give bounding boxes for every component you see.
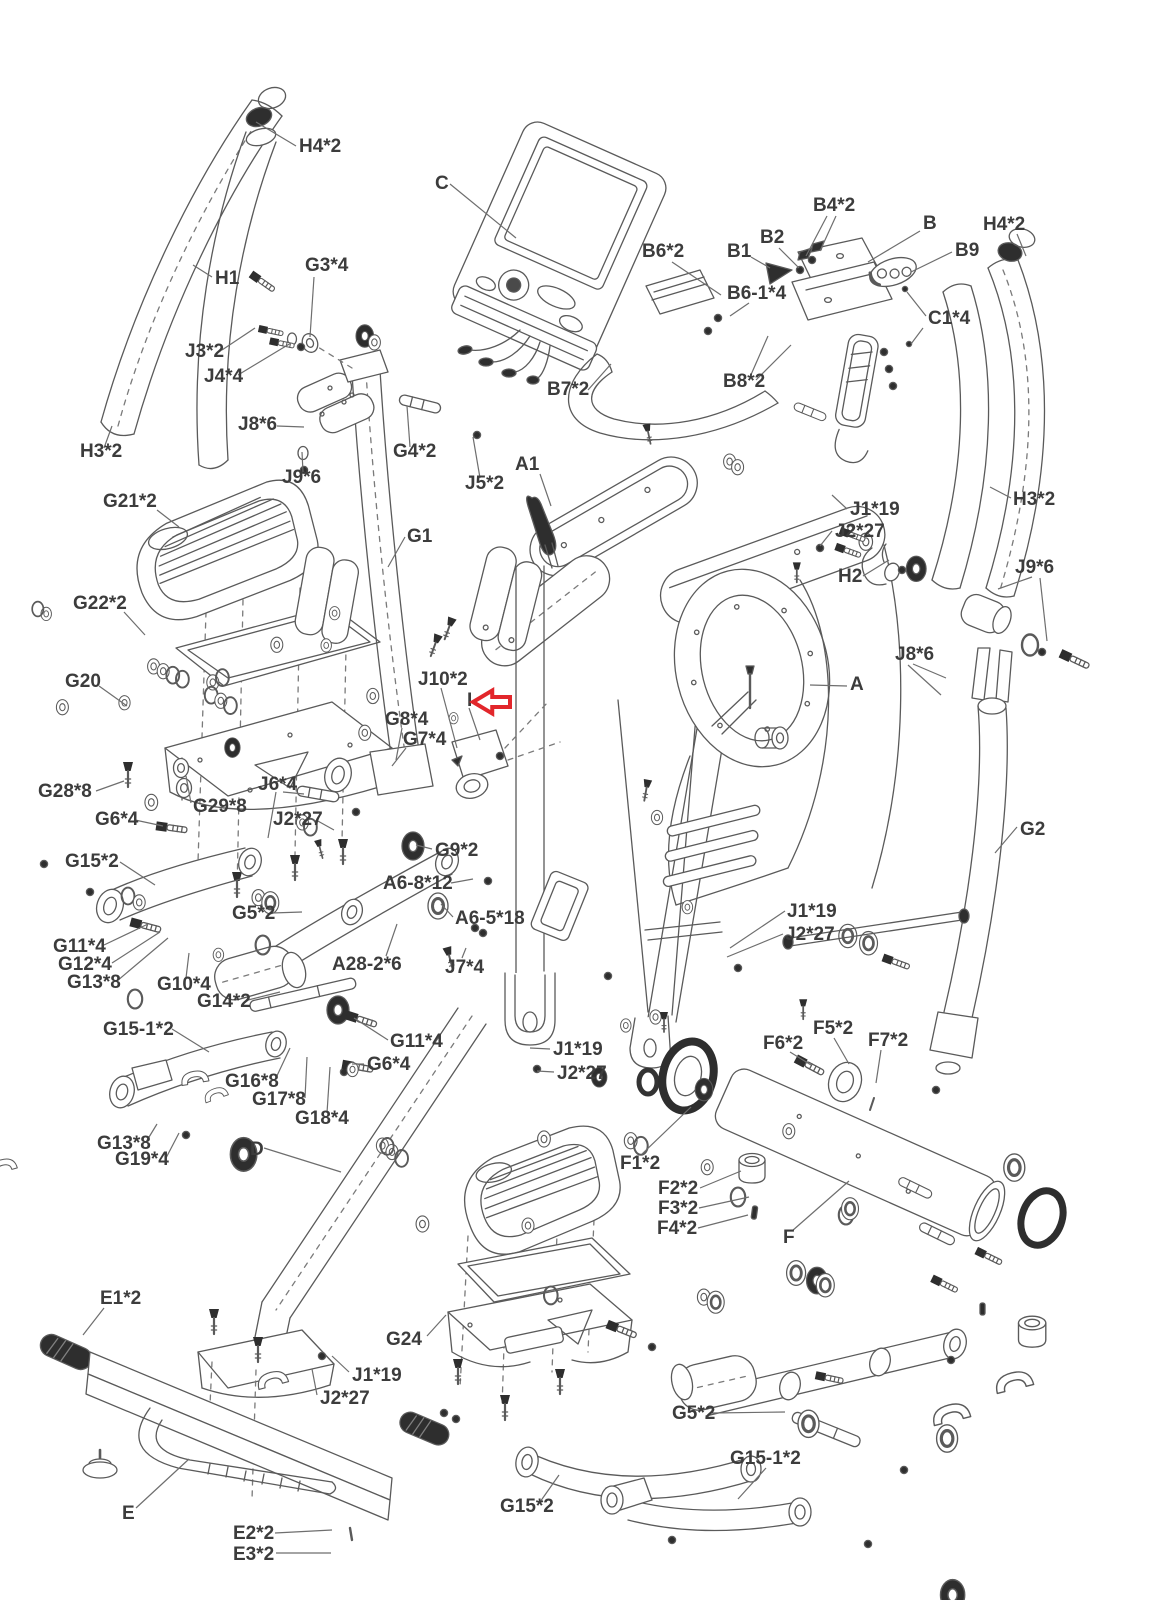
part-label-g11-4: G11*4: [53, 936, 106, 957]
part-label-f: F: [783, 1227, 795, 1248]
part-label-e1-2: E1*2: [100, 1288, 142, 1309]
part-label-j1-19: J1*19: [352, 1365, 402, 1386]
part-label-g15-1-2: G15-1*2: [730, 1448, 801, 1469]
part-label-j5-2: J5*2: [465, 473, 505, 494]
part-label-j2-27: J2*27: [273, 809, 323, 830]
leader-line: [275, 1530, 332, 1533]
leader-line: [868, 231, 920, 262]
part-label-g7-4: G7*4: [403, 729, 447, 750]
leader-line: [751, 257, 770, 268]
part-label-f3-2: F3*2: [658, 1198, 699, 1219]
part-label-h1: H1: [215, 268, 240, 289]
part-label-j1-19: J1*19: [787, 901, 837, 922]
part-label-a6-8-12: A6-8*12: [383, 873, 453, 894]
part-label-j2-27: J2*27: [320, 1388, 370, 1409]
leader-line: [272, 912, 302, 913]
part-label-g3-4: G3*4: [305, 255, 349, 276]
leader-line: [832, 495, 847, 509]
leader-line: [451, 879, 473, 883]
part-label-f1-2: F1*2: [620, 1153, 661, 1174]
slider-part-b8: [828, 333, 888, 465]
part-label-c: C: [435, 173, 449, 194]
part-label-b2: B2: [760, 227, 785, 248]
part-label-i: I: [467, 690, 473, 711]
part-label-j3-2: J3*2: [185, 341, 225, 362]
handlebar-right-outer-part: [986, 259, 1045, 597]
leader-line: [907, 292, 926, 316]
leader-line: [779, 248, 799, 268]
part-label-a1: A1: [515, 454, 540, 475]
part-label-g5-2: G5*2: [672, 1403, 716, 1424]
part-label-j6-4: J6*4: [258, 774, 298, 795]
part-label-b6-1-4: B6-1*4: [727, 283, 787, 304]
leader-line: [834, 1038, 849, 1064]
part-label-j4-4: J4*4: [204, 366, 244, 387]
leader-line: [312, 1369, 317, 1395]
part-label-g20: G20: [65, 671, 101, 692]
part-label-j2-27: J2*27: [785, 924, 835, 945]
leader-line: [264, 1148, 341, 1172]
part-label-e3-2: E3*2: [233, 1544, 275, 1565]
leader-line: [911, 328, 923, 344]
part-label-h3-2: H3*2: [1013, 489, 1056, 510]
handlebar-right-inner-part: [932, 284, 989, 589]
part-label-g28-8: G28*8: [38, 781, 92, 802]
part-label-g29-8: G29*8: [193, 796, 247, 817]
leader-line: [386, 924, 397, 956]
part-label-j8-6: J8*6: [895, 644, 935, 665]
part-label-j1-19: J1*19: [850, 499, 900, 520]
part-label-g16-8: G16*8: [225, 1071, 279, 1092]
part-label-c1-4: C1*4: [928, 308, 971, 329]
leader-line: [120, 862, 155, 885]
part-label-b: B: [923, 213, 937, 234]
leader-line: [83, 1308, 104, 1335]
part-label-f2-2: F2*2: [658, 1178, 699, 1199]
part-label-b1: B1: [727, 241, 752, 262]
part-label-h2: H2: [838, 566, 863, 587]
console-part: [444, 117, 672, 384]
part-label-a: A: [850, 674, 864, 695]
pedal-left-assembly: [122, 473, 392, 897]
leader-line: [112, 932, 160, 963]
leader-line: [727, 934, 783, 957]
part-label-e2-2: E2*2: [233, 1523, 275, 1544]
part-label-g14-2: G14*2: [197, 991, 251, 1012]
leader-line: [96, 781, 124, 791]
part-label-g8-4: G8*4: [385, 709, 429, 730]
part-label-j7-4: J7*4: [445, 957, 485, 978]
leader-line: [698, 1215, 748, 1228]
part-label-g4-2: G4*2: [393, 441, 437, 462]
part-label-b6-2: B6*2: [642, 241, 685, 262]
leader-line: [540, 474, 551, 506]
leader-line: [876, 1050, 881, 1083]
part-label-b4-2: B4*2: [813, 195, 856, 216]
part-label-j8-6: J8*6: [238, 414, 278, 435]
part-label-g11-4: G11*4: [390, 1031, 443, 1052]
leader-line: [911, 252, 952, 272]
part-label-f5-2: F5*2: [813, 1018, 854, 1039]
leader-line: [730, 303, 749, 316]
part-label-g19-4: G19*4: [115, 1149, 169, 1170]
part-label-a28-2-6: A28-2*6: [332, 954, 402, 975]
pedal-right-assembly-g24: [376, 1119, 632, 1420]
part-label-j9-6: J9*6: [1015, 557, 1055, 578]
part-label-g13-8: G13*8: [97, 1133, 151, 1154]
part-label-f4-2: F4*2: [657, 1218, 698, 1239]
part-label-g17-8: G17*8: [252, 1089, 306, 1110]
leader-line: [913, 664, 946, 678]
part-label-a6-5-18: A6-5*18: [455, 908, 525, 929]
part-label-j2-27: J2*27: [557, 1063, 607, 1084]
leader-line: [642, 1107, 691, 1154]
leader-line: [998, 577, 1032, 589]
leader-line: [104, 924, 148, 945]
part-label-g12-4: G12*4: [58, 954, 112, 975]
part-label-h3-2: H3*2: [80, 441, 123, 462]
part-label-g15-1-2: G15-1*2: [103, 1019, 174, 1040]
leader-line: [327, 1067, 330, 1113]
part-label-g24: G24: [386, 1329, 422, 1350]
part-label-g22-2: G22*2: [73, 593, 127, 614]
part-label-b9: B9: [955, 240, 980, 261]
part-label-g18-4: G18*4: [295, 1108, 349, 1129]
part-label-g6-4: G6*4: [367, 1054, 411, 1075]
leader-line: [473, 437, 480, 478]
leader-line: [136, 1459, 189, 1508]
leader-line: [124, 612, 145, 635]
leader-line: [995, 827, 1017, 853]
part-label-g10-4: G10*4: [157, 974, 211, 995]
part-label-h4-2: H4*2: [299, 136, 342, 157]
part-label-g9-2: G9*2: [435, 840, 479, 861]
part-label-b7-2: B7*2: [547, 379, 590, 400]
part-label-g5-2: G5*2: [232, 903, 276, 924]
red-arrow-annotation: [473, 691, 510, 714]
leader-line: [172, 1029, 209, 1052]
leader-line: [730, 911, 785, 948]
part-label-j1-19: J1*19: [553, 1039, 603, 1060]
part-label-g2: G2: [1020, 819, 1046, 840]
leader-line: [1040, 578, 1047, 641]
part-label-f6-2: F6*2: [763, 1033, 804, 1054]
leader-line: [530, 1048, 550, 1049]
part-label-f7-2: F7*2: [868, 1030, 909, 1051]
part-label-j9-6: J9*6: [282, 467, 322, 488]
part-label-e: E: [122, 1503, 135, 1524]
part-label-g1: G1: [407, 526, 433, 547]
part-label-g13-8: G13*8: [67, 972, 121, 993]
part-label-b8-2: B8*2: [723, 371, 766, 392]
leader-line: [277, 426, 304, 427]
part-label-g15-2: G15*2: [500, 1496, 554, 1517]
leader-line: [238, 343, 291, 375]
leader-line: [792, 1181, 849, 1231]
part-label-g15-2: G15*2: [65, 851, 119, 872]
part-label-g6-4: G6*4: [95, 809, 139, 830]
leader-line: [427, 1315, 446, 1336]
leader-line: [222, 328, 255, 350]
part-label-j2-27: J2*27: [835, 521, 885, 542]
red-arrow-icon: [473, 691, 510, 714]
part-label-h4-2: H4*2: [983, 214, 1026, 235]
part-label-g21-2: G21*2: [103, 491, 157, 512]
part-label-d: D: [250, 1139, 264, 1160]
handlebar-left-outer-part: [101, 100, 282, 436]
handlebar-end-cap: [244, 84, 289, 130]
leader-line: [310, 277, 314, 337]
leader-line: [588, 364, 611, 390]
part-label-j10-2: J10*2: [418, 669, 468, 690]
